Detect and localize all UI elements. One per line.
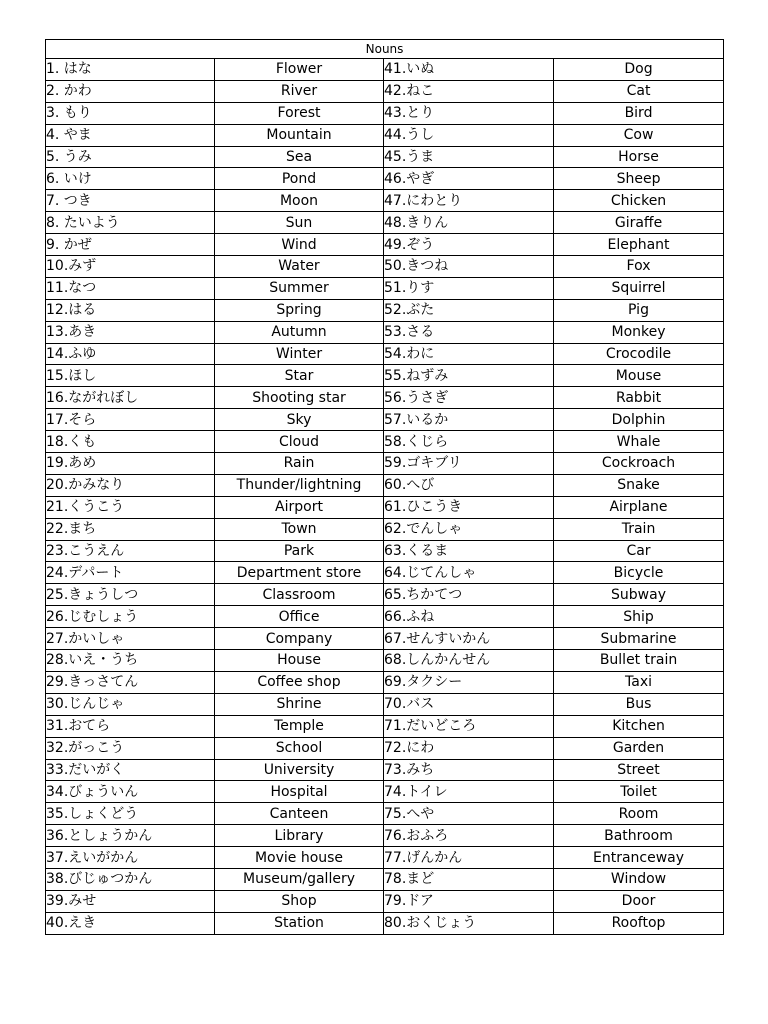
english-translation-cell: Shop xyxy=(215,890,384,912)
table-row xyxy=(46,606,724,628)
japanese-word-cell: 79.ドア xyxy=(384,890,554,912)
table-row xyxy=(46,256,724,278)
japanese-word-cell: 16.ながれぼし xyxy=(46,387,215,409)
japanese-word-cell: 46.やぎ xyxy=(384,168,554,190)
japanese-word-cell: 52.ぶた xyxy=(384,299,554,321)
japanese-word-cell: 7. つき xyxy=(46,190,215,212)
japanese-word-cell: 33.だいがく xyxy=(46,759,215,781)
english-translation-cell: Bullet train xyxy=(554,650,724,672)
english-translation-cell: Sun xyxy=(215,212,384,234)
table-row xyxy=(46,431,724,453)
table-row xyxy=(46,409,724,431)
japanese-word-cell: 39.みせ xyxy=(46,890,215,912)
japanese-word-cell: 71.だいどころ xyxy=(384,715,554,737)
english-translation-cell: Water xyxy=(215,256,384,278)
english-translation-cell: Elephant xyxy=(554,234,724,256)
table-row xyxy=(46,737,724,759)
english-translation-cell: Whale xyxy=(554,431,724,453)
japanese-word-cell: 19.あめ xyxy=(46,453,215,475)
english-translation-cell: Sheep xyxy=(554,168,724,190)
english-translation-cell: Bicycle xyxy=(554,562,724,584)
english-translation-cell: Thunder/lightning xyxy=(215,474,384,496)
japanese-word-cell: 57.いるか xyxy=(384,409,554,431)
japanese-word-cell: 42.ねこ xyxy=(384,80,554,102)
japanese-word-cell: 59.ゴキブリ xyxy=(384,453,554,475)
japanese-word-cell: 69.タクシー xyxy=(384,671,554,693)
japanese-word-cell: 72.にわ xyxy=(384,737,554,759)
japanese-word-cell: 14.ふゆ xyxy=(46,343,215,365)
japanese-word-cell: 5. うみ xyxy=(46,146,215,168)
japanese-word-cell: 25.きょうしつ xyxy=(46,584,215,606)
japanese-word-cell: 24.デパート xyxy=(46,562,215,584)
english-translation-cell: Town xyxy=(215,518,384,540)
table-row xyxy=(46,518,724,540)
english-translation-cell: Dolphin xyxy=(554,409,724,431)
english-translation-cell: Autumn xyxy=(215,321,384,343)
english-translation-cell: Garden xyxy=(554,737,724,759)
japanese-word-cell: 70.バス xyxy=(384,693,554,715)
english-translation-cell: Fox xyxy=(554,256,724,278)
english-translation-cell: Shrine xyxy=(215,693,384,715)
english-translation-cell: Flower xyxy=(215,59,384,81)
english-translation-cell: Monkey xyxy=(554,321,724,343)
english-translation-cell: Spring xyxy=(215,299,384,321)
english-translation-cell: Rain xyxy=(215,453,384,475)
english-translation-cell: Bathroom xyxy=(554,825,724,847)
english-translation-cell: Mountain xyxy=(215,124,384,146)
japanese-word-cell: 76.おふろ xyxy=(384,825,554,847)
english-translation-cell: Summer xyxy=(215,277,384,299)
english-translation-cell: Cloud xyxy=(215,431,384,453)
english-translation-cell: Temple xyxy=(215,715,384,737)
japanese-word-cell: 30.じんじゃ xyxy=(46,693,215,715)
japanese-word-cell: 48.きりん xyxy=(384,212,554,234)
table-row xyxy=(46,168,724,190)
japanese-word-cell: 9. かぜ xyxy=(46,234,215,256)
japanese-word-cell: 68.しんかんせん xyxy=(384,650,554,672)
japanese-word-cell: 2. かわ xyxy=(46,80,215,102)
english-translation-cell: Mouse xyxy=(554,365,724,387)
japanese-word-cell: 78.まど xyxy=(384,868,554,890)
english-translation-cell: Entranceway xyxy=(554,847,724,869)
table-row xyxy=(46,759,724,781)
table-row xyxy=(46,102,724,124)
japanese-word-cell: 15.ほし xyxy=(46,365,215,387)
table-row xyxy=(46,190,724,212)
table-row xyxy=(46,59,724,81)
table-row xyxy=(46,628,724,650)
table-row xyxy=(46,343,724,365)
english-translation-cell: Taxi xyxy=(554,671,724,693)
japanese-word-cell: 28.いえ・うち xyxy=(46,650,215,672)
english-translation-cell: Subway xyxy=(554,584,724,606)
japanese-word-cell: 65.ちかてつ xyxy=(384,584,554,606)
japanese-word-cell: 26.じむしょう xyxy=(46,606,215,628)
english-translation-cell: Room xyxy=(554,803,724,825)
english-translation-cell: Coffee shop xyxy=(215,671,384,693)
english-translation-cell: Company xyxy=(215,628,384,650)
japanese-word-cell: 44.うし xyxy=(384,124,554,146)
english-translation-cell: Snake xyxy=(554,474,724,496)
table-row xyxy=(46,496,724,518)
table-row xyxy=(46,277,724,299)
table-row xyxy=(46,540,724,562)
table-row xyxy=(46,912,724,934)
english-translation-cell: Sea xyxy=(215,146,384,168)
english-translation-cell: Pig xyxy=(554,299,724,321)
english-translation-cell: Chicken xyxy=(554,190,724,212)
japanese-word-cell: 74.トイレ xyxy=(384,781,554,803)
japanese-word-cell: 61.ひこうき xyxy=(384,496,554,518)
japanese-word-cell: 27.かいしゃ xyxy=(46,628,215,650)
table-row xyxy=(46,299,724,321)
table-row xyxy=(46,825,724,847)
english-translation-cell: Cockroach xyxy=(554,453,724,475)
japanese-word-cell: 53.さる xyxy=(384,321,554,343)
english-translation-cell: Classroom xyxy=(215,584,384,606)
english-translation-cell: Movie house xyxy=(215,847,384,869)
english-translation-cell: Hospital xyxy=(215,781,384,803)
japanese-word-cell: 64.じてんしゃ xyxy=(384,562,554,584)
japanese-word-cell: 34.びょういん xyxy=(46,781,215,803)
table-row xyxy=(46,868,724,890)
nouns-table xyxy=(45,39,724,935)
english-translation-cell: Submarine xyxy=(554,628,724,650)
english-translation-cell: Kitchen xyxy=(554,715,724,737)
japanese-word-cell: 21.くうこう xyxy=(46,496,215,518)
japanese-word-cell: 77.げんかん xyxy=(384,847,554,869)
japanese-word-cell: 67.せんすいかん xyxy=(384,628,554,650)
table-row xyxy=(46,124,724,146)
japanese-word-cell: 8. たいよう xyxy=(46,212,215,234)
japanese-word-cell: 55.ねずみ xyxy=(384,365,554,387)
english-translation-cell: Pond xyxy=(215,168,384,190)
table-row xyxy=(46,847,724,869)
japanese-word-cell: 50.きつね xyxy=(384,256,554,278)
table-row xyxy=(46,212,724,234)
japanese-word-cell: 47.にわとり xyxy=(384,190,554,212)
japanese-word-cell: 1. はな xyxy=(46,59,215,81)
japanese-word-cell: 36.としょうかん xyxy=(46,825,215,847)
table-row xyxy=(46,671,724,693)
english-translation-cell: Window xyxy=(554,868,724,890)
japanese-word-cell: 29.きっさてん xyxy=(46,671,215,693)
english-translation-cell: Train xyxy=(554,518,724,540)
japanese-word-cell: 73.みち xyxy=(384,759,554,781)
japanese-word-cell: 38.びじゅつかん xyxy=(46,868,215,890)
japanese-word-cell: 51.りす xyxy=(384,277,554,299)
english-translation-cell: Toilet xyxy=(554,781,724,803)
english-translation-cell: Office xyxy=(215,606,384,628)
english-translation-cell: Shooting star xyxy=(215,387,384,409)
japanese-word-cell: 63.くるま xyxy=(384,540,554,562)
japanese-word-cell: 60.へび xyxy=(384,474,554,496)
english-translation-cell: Airport xyxy=(215,496,384,518)
table-row xyxy=(46,890,724,912)
english-translation-cell: Sky xyxy=(215,409,384,431)
table-row xyxy=(46,715,724,737)
japanese-word-cell: 45.うま xyxy=(384,146,554,168)
english-translation-cell: Horse xyxy=(554,146,724,168)
table-body xyxy=(46,59,724,935)
japanese-word-cell: 66.ふね xyxy=(384,606,554,628)
english-translation-cell: House xyxy=(215,650,384,672)
table-row xyxy=(46,781,724,803)
japanese-word-cell: 35.しょくどう xyxy=(46,803,215,825)
japanese-word-cell: 49.ぞう xyxy=(384,234,554,256)
japanese-word-cell: 43.とり xyxy=(384,102,554,124)
japanese-word-cell: 40.えき xyxy=(46,912,215,934)
japanese-word-cell: 10.みず xyxy=(46,256,215,278)
english-translation-cell: Car xyxy=(554,540,724,562)
japanese-word-cell: 54.わに xyxy=(384,343,554,365)
japanese-word-cell: 23.こうえん xyxy=(46,540,215,562)
english-translation-cell: Wind xyxy=(215,234,384,256)
english-translation-cell: University xyxy=(215,759,384,781)
english-translation-cell: Canteen xyxy=(215,803,384,825)
table-row xyxy=(46,234,724,256)
english-translation-cell: Squirrel xyxy=(554,277,724,299)
english-translation-cell: Airplane xyxy=(554,496,724,518)
japanese-word-cell: 32.がっこう xyxy=(46,737,215,759)
table-row xyxy=(46,321,724,343)
english-translation-cell: Door xyxy=(554,890,724,912)
english-translation-cell: Star xyxy=(215,365,384,387)
english-translation-cell: River xyxy=(215,80,384,102)
japanese-word-cell: 37.えいがかん xyxy=(46,847,215,869)
english-translation-cell: School xyxy=(215,737,384,759)
japanese-word-cell: 56.うさぎ xyxy=(384,387,554,409)
table-row xyxy=(46,650,724,672)
english-translation-cell: Bird xyxy=(554,102,724,124)
table-row xyxy=(46,146,724,168)
japanese-word-cell: 12.はる xyxy=(46,299,215,321)
english-translation-cell: Library xyxy=(215,825,384,847)
english-translation-cell: Bus xyxy=(554,693,724,715)
japanese-word-cell: 11.なつ xyxy=(46,277,215,299)
japanese-word-cell: 75.へや xyxy=(384,803,554,825)
english-translation-cell: Moon xyxy=(215,190,384,212)
japanese-word-cell: 41.いぬ xyxy=(384,59,554,81)
table-row xyxy=(46,803,724,825)
english-translation-cell: Cat xyxy=(554,80,724,102)
english-translation-cell: Crocodile xyxy=(554,343,724,365)
japanese-word-cell: 13.あき xyxy=(46,321,215,343)
table-row xyxy=(46,365,724,387)
japanese-word-cell: 3. もり xyxy=(46,102,215,124)
japanese-word-cell: 18.くも xyxy=(46,431,215,453)
english-translation-cell: Winter xyxy=(215,343,384,365)
english-translation-cell: Forest xyxy=(215,102,384,124)
japanese-word-cell: 4. やま xyxy=(46,124,215,146)
table-row xyxy=(46,453,724,475)
english-translation-cell: Station xyxy=(215,912,384,934)
english-translation-cell: Ship xyxy=(554,606,724,628)
japanese-word-cell: 31.おてら xyxy=(46,715,215,737)
table-title: Nouns xyxy=(46,40,724,59)
japanese-word-cell: 62.でんしゃ xyxy=(384,518,554,540)
english-translation-cell: Department store xyxy=(215,562,384,584)
table-row xyxy=(46,387,724,409)
table-row xyxy=(46,693,724,715)
english-translation-cell: Museum/gallery xyxy=(215,868,384,890)
japanese-word-cell: 17.そら xyxy=(46,409,215,431)
japanese-word-cell: 22.まち xyxy=(46,518,215,540)
japanese-word-cell: 6. いけ xyxy=(46,168,215,190)
japanese-word-cell: 80.おくじょう xyxy=(384,912,554,934)
japanese-word-cell: 20.かみなり xyxy=(46,474,215,496)
japanese-word-cell: 58.くじら xyxy=(384,431,554,453)
english-translation-cell: Dog xyxy=(554,59,724,81)
english-translation-cell: Rooftop xyxy=(554,912,724,934)
english-translation-cell: Street xyxy=(554,759,724,781)
english-translation-cell: Rabbit xyxy=(554,387,724,409)
table-header-row xyxy=(46,40,724,59)
table-row xyxy=(46,474,724,496)
table-row xyxy=(46,584,724,606)
english-translation-cell: Giraffe xyxy=(554,212,724,234)
english-translation-cell: Cow xyxy=(554,124,724,146)
english-translation-cell: Park xyxy=(215,540,384,562)
table-row xyxy=(46,562,724,584)
table-row xyxy=(46,80,724,102)
